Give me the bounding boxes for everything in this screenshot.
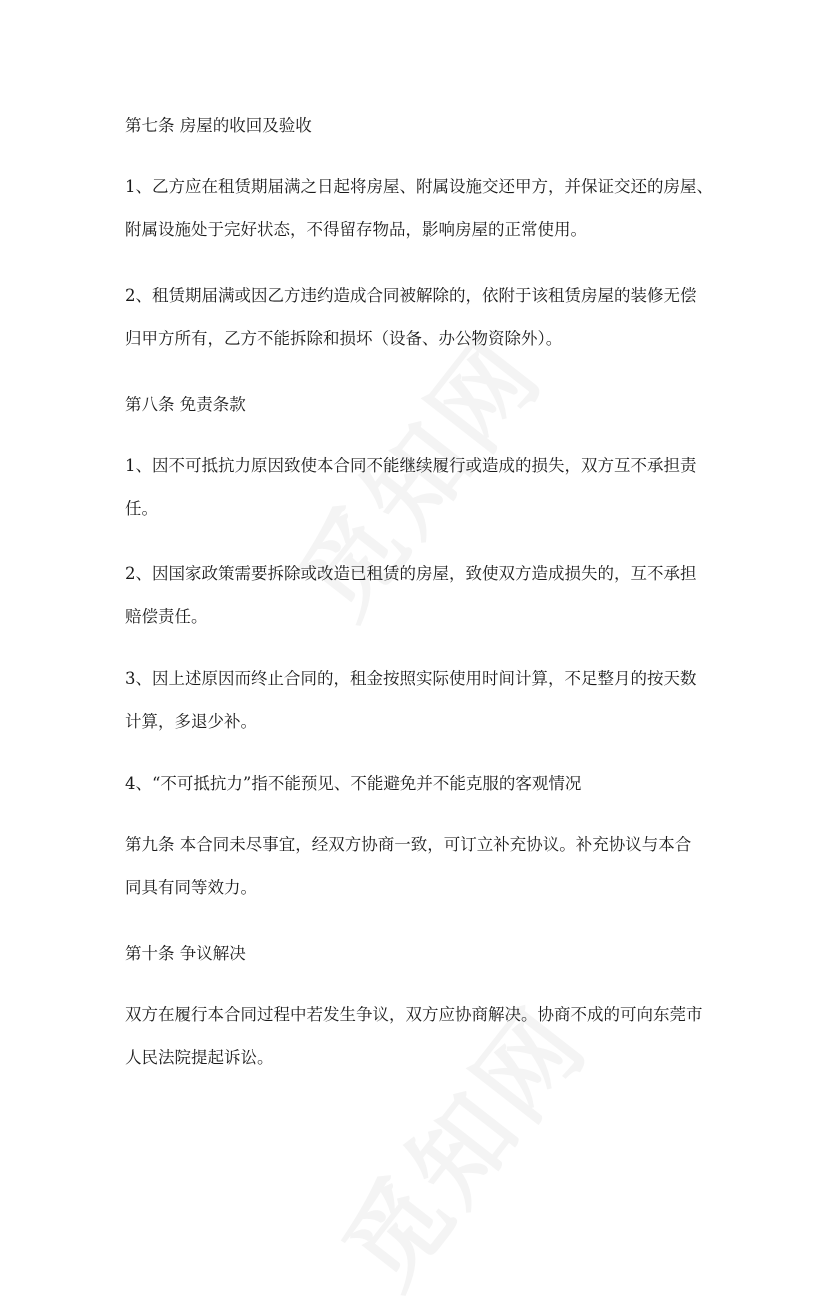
paragraph-line: 2、租赁期届满或因乙方违约造成合同被解除的，依附于该租赁房屋的装修无偿 xyxy=(125,286,697,305)
paragraph-line: 附属设施处于完好状态，不得留存物品，影响房屋的正常使用。 xyxy=(125,220,587,239)
paragraph-line: 1、因不可抵抗力原因致使本合同不能继续履行或造成的损失，双方互不承担责 xyxy=(125,456,697,475)
paragraph-line: 4、“不可抵抗力”指不能预见、不能避免并不能克服的客观情况 xyxy=(125,774,582,793)
paragraph-line: 计算，多退少补。 xyxy=(125,712,257,731)
heading-article-10: 第十条 争议解决 xyxy=(125,944,246,963)
heading-article-8: 第八条 免责条款 xyxy=(125,395,246,414)
paragraph-line: 1、乙方应在租赁期届满之日起将房屋、附属设施交还甲方，并保证交还的房屋、 xyxy=(125,177,713,196)
paragraph-line: 任。 xyxy=(125,499,158,518)
paragraph-line: 人民法院提起诉讼。 xyxy=(125,1048,274,1067)
paragraph-line: 双方在履行本合同过程中若发生争议，双方应协商解决。协商不成的可向东莞市 xyxy=(125,1005,703,1024)
paragraph-line: 赔偿责任。 xyxy=(125,607,208,626)
heading-article-9: 第九条 本合同未尽事宜，经双方协商一致，可订立补充协议。补充协议与本合 xyxy=(125,835,692,854)
paragraph-line: 归甲方所有，乙方不能拆除和损坏（设备、办公物资除外）。 xyxy=(125,329,563,348)
paragraph-line: 3、因上述原因而终止合同的，租金按照实际使用时间计算，不足整月的按天数 xyxy=(125,669,697,688)
heading-article-7: 第七条 房屋的收回及验收 xyxy=(125,116,312,135)
paragraph-line: 同具有同等效力。 xyxy=(125,878,257,897)
paragraph-line: 2、因国家政策需要拆除或改造已租赁的房屋，致使双方造成损失的，互不承担 xyxy=(125,564,697,583)
